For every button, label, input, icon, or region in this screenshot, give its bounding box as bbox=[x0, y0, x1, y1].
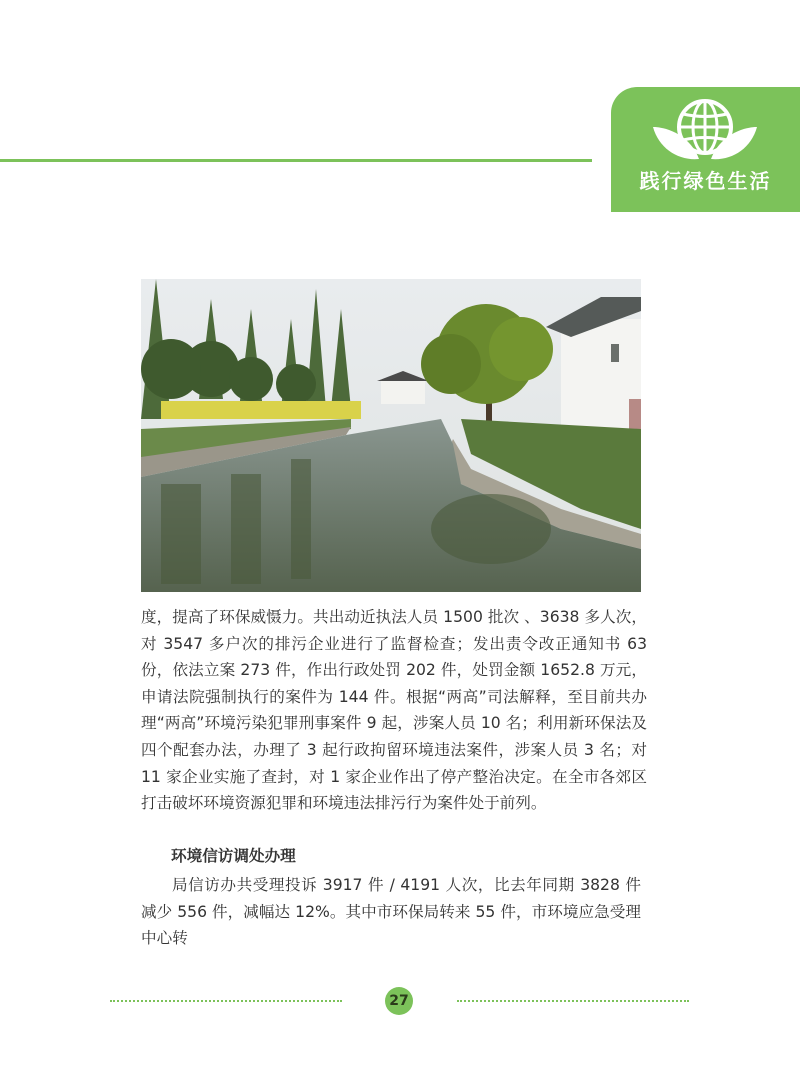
section-heading: 环境信访调处办理 bbox=[171, 847, 296, 865]
body-paragraph-2 bbox=[141, 872, 641, 952]
paragraph-text-1: 度，提高了环保威慑力。共出动近执法人员 1500 批次 、3638 多人次，对 3547 多户次的排污企业进行了监督检查；发出责令改正通知书 63 份，依法立案 273 件，作出行政处罚 202 件，处罚金额 1652.8 万元，申请法院强制执行的案件为 144 件。根据“两高”司法解释，至目前共办理“两高”环境污染犯罪刑事案件 9 起，涉案人员 10 名；利用新环保法及四个配套办法，办理了 3 起行政拘留环境违法案件，涉案人员 3 名；对 11 家企业实施了查封，对 1 家企业作出了停产整治决定。在全市各郊区打击破坏环境资源犯罪和环境违法排污行为案件处于前列。 bbox=[141, 608, 647, 813]
body-paragraph-1 bbox=[141, 604, 647, 817]
paragraph-text-2: 局信访办共受理投诉 3917 件 / 4191 人次，比去年同期 3828 件减少 556 件，减幅达 12%。其中市环保局转来 55 件，市环境应急受理中心转 bbox=[141, 876, 641, 948]
section-tab bbox=[611, 87, 800, 212]
footer-rule-left bbox=[110, 1000, 342, 1002]
page-number: 27 bbox=[385, 987, 413, 1015]
canal-photo bbox=[141, 279, 641, 592]
header-rule bbox=[0, 159, 592, 162]
footer-rule-right bbox=[457, 1000, 689, 1002]
section-title: 践行绿色生活 bbox=[639, 169, 772, 193]
globe-leaf-icon bbox=[649, 97, 761, 163]
